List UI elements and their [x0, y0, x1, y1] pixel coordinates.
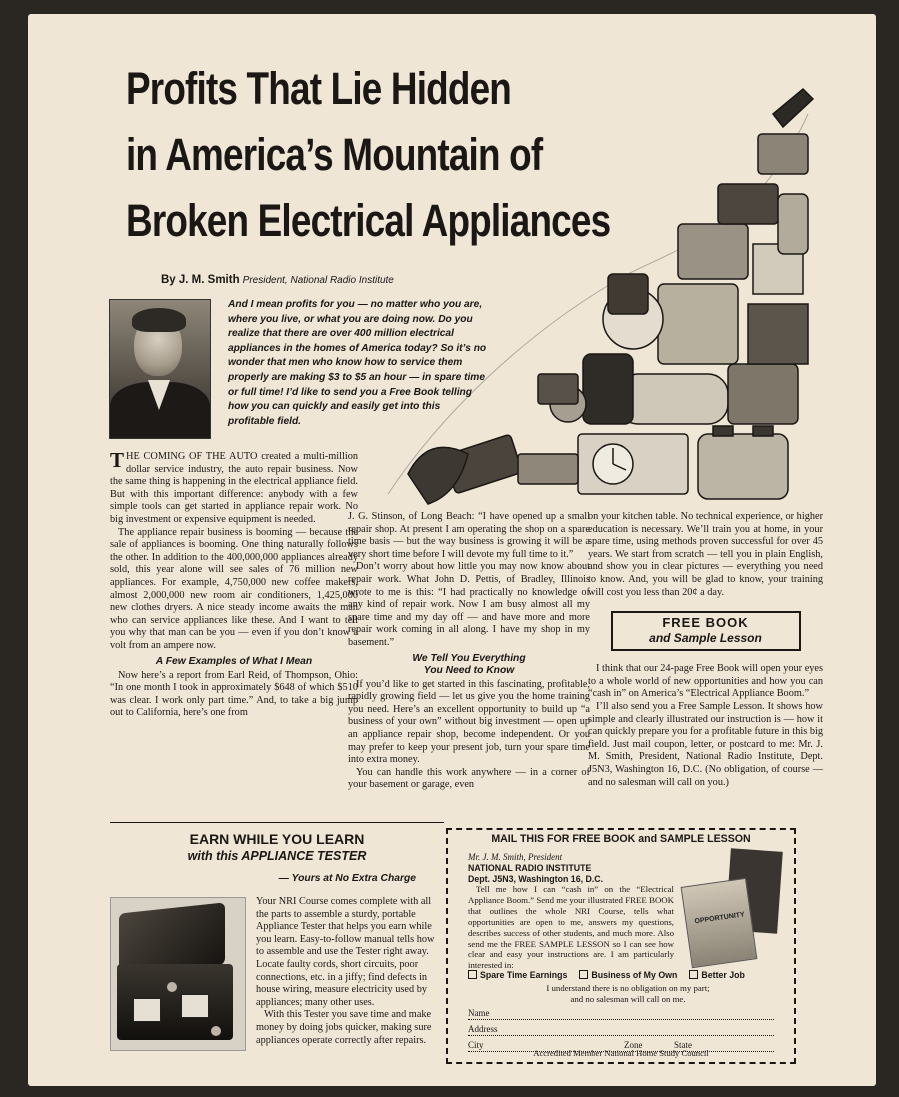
zone-label: Zone — [624, 1040, 643, 1050]
paragraph-10: I’ll also send you a Free Sample Lesson. It shows how simple and clearly illustrated our instruction is — how it can quickly prepare you for a profitable future in this big field. Just mail coupon, letter, or postcard to me: Mr. J. M. Smith, President, National Radio Institute, Dept. J5N3, Washington 16, D.C. (No obligation, of course — and no salesman will call on you.) — [588, 700, 823, 788]
checkbox-spare-time[interactable] — [468, 970, 477, 979]
name-label: Name — [468, 1008, 490, 1018]
coupon-note-line-1: I understand there is no obligation on my part; — [546, 983, 710, 993]
headline-line-1: Profits That Lie Hidden — [126, 63, 512, 114]
earn-while-you-learn-section — [110, 824, 444, 884]
option-spare-time[interactable] — [468, 970, 567, 980]
paragraph-6: If you’d like to get started in this fascinating, profitable, rapidly growing field — let us give you the home training you need. Here’s an excellent opportunity to build up “a business of your own” without big investment — open up an appliance repair shop, become independent. Or you may prefer to keep your present job, turn your spare time into extra money. — [348, 678, 590, 766]
earn-title: EARN WHILE YOU LEARN — [189, 831, 365, 847]
earn-tagline: — Yours at No Extra Charge — [278, 873, 416, 884]
free-book-subtitle: and Sample Lesson — [649, 631, 762, 646]
earn-body — [256, 896, 440, 1047]
magazine-page — [28, 14, 876, 1086]
paragraph-8: on your kitchen table. No technical experience, or higher education is necessary. We’ll train you at home, in your spare time, using methods proven successful for over 45 years. We start from scratch — tell you in plain English, and show you in clear pictures — everything you need to know. And, you will be glad to know, your training will cost you less than 20¢ a day. — [588, 511, 823, 598]
free-book-image — [678, 846, 788, 964]
state-label: State — [674, 1040, 692, 1050]
subhead-training — [348, 653, 590, 677]
checkbox-better-job[interactable] — [689, 970, 698, 979]
author-portrait — [109, 299, 211, 439]
paragraph-5: Don’t worry about how little you may now know about repair work. What John D. Pettis, of Bradley, Illinois wrote to me is this: “I had practically no knowledge of any kind of repair work. Now I am busy almost all my spare time and my day off — and have more and more repair work coming in all along. I have my shop in my basement.” — [348, 561, 590, 648]
article-column-2 — [348, 511, 590, 792]
option-spare-time-label: Spare Time Earnings — [480, 970, 568, 980]
book-cover-label: OPPORTUNITY — [694, 911, 746, 926]
option-better-job-label: Better Job — [701, 970, 745, 980]
drop-cap: T — [110, 448, 125, 472]
article-column-3 — [588, 511, 823, 789]
address-label: Address — [468, 1024, 498, 1034]
subhead-examples: A Few Examples of What I Mean — [155, 655, 313, 667]
article-column-1 — [110, 448, 358, 720]
name-field[interactable] — [468, 1008, 774, 1020]
coupon-title: MAIL THIS FOR FREE BOOK and SAMPLE LESSON — [491, 833, 751, 845]
accreditation: Accredited Member National Home Study Council — [533, 1048, 709, 1058]
option-better-job[interactable] — [689, 970, 745, 980]
interest-options — [468, 970, 788, 980]
free-book-box — [611, 611, 801, 651]
paragraph-2: The appliance repair business is booming — because the sale of appliances is booming. One thing naturally follows the other. In addition to the 400,000,000 appliances already sold, this year alone will see sales of 76 million new appliances. For example, 4,750,000 new coffee makers, almost 2,000,000 new room air conditioners, 1,425,000 new clothes dryers. A nice steady income awaits the man who can service appliances like these. And I want to tell you why that man can be you — even if you don’t know a volt from an ampere now. — [110, 526, 358, 651]
headline-line-2: in America’s Mountain of — [126, 129, 543, 180]
byline — [161, 274, 394, 286]
appliance-pile-illustration — [368, 74, 828, 514]
coupon-dept: Dept. J5N3, Washington 16, D.C. — [468, 874, 604, 884]
address-field[interactable] — [468, 1024, 774, 1036]
subhead-training-line-1: We Tell You Everything — [412, 652, 526, 664]
earn-subtitle: with this APPLIANCE TESTER — [187, 849, 367, 863]
headline-line-3: Broken Electrical Appliances — [126, 195, 611, 246]
appliance-tester-photo — [110, 897, 246, 1051]
earn-paragraph-2: With this Tester you save time and make money by doing jobs quicker, making sure appliances operate correctly after repairs. — [256, 1009, 432, 1046]
paragraph-4: J. G. Stinson, of Long Beach: “I have opened up a small repair shop. At present I am operating the shop on a spare time basis — but the way business is growing it will be a very short time before I will devote my full time to it.” — [348, 511, 590, 560]
paragraph-1: HE COMING OF THE AUTO created a multi-million dollar service industry, the auto repair business. Now the same thing is happening in the electrical appliance field. But with this important difference: anybody with a few simple tools can get started in appliance repair work. No big investment or expensive equipment is needed. — [110, 451, 358, 525]
coupon-note — [488, 983, 768, 1004]
option-business[interactable] — [579, 970, 677, 980]
byline-title: President, National Radio Institute — [242, 275, 394, 286]
earn-paragraph-1: Your NRI Course comes complete with all the parts to assemble a sturdy, portable Appliance Tester that helps you earn while you learn. Easy-to-follow manual tells how to assemble and use the Tester right away. Locate faulty cords, short circuits, poor connections, etc. in a jiffy; find defects in house wiring, measure electricity used by appliances; many other uses. — [256, 896, 435, 1008]
paragraph-7: You can handle this work anywhere — in a corner of your basement or garage, even — [348, 766, 590, 791]
paragraph-3: Now here’s a report from Earl Reid, of Thompson, Ohio: “In one month I took in approximately $648 of which $510 was clear. I work only part time.” And, to take a big jump out to California, here’s one from — [110, 669, 358, 719]
section-divider — [110, 822, 444, 823]
coupon-addressee: Mr. J. M. Smith, President — [468, 852, 563, 862]
free-book-title: FREE BOOK — [662, 615, 749, 631]
coupon-institute: NATIONAL RADIO INSTITUTE — [468, 863, 592, 873]
intro-paragraph: And I mean profits for you — no matter who you are, where you live, or what you are doing now. Do you realize that there are over 400 million electrical appliances in the homes of America today? So it’s no wonder that men who know how to service them properly are making $3 to $5 an hour — in spare time or full time! I’d like to send you a Free Book telling how you can quickly and easily get into this profitable field. — [228, 299, 487, 427]
coupon-address — [468, 852, 603, 885]
byline-author: By J. M. Smith — [161, 274, 240, 286]
option-business-label: Business of My Own — [591, 970, 678, 980]
checkbox-business[interactable] — [579, 970, 588, 979]
coupon-body: Tell me how I can “cash in” on the “Electrical Appliance Boom.” Send me your illustrated FREE BOOK that outlines the whole NRI Course, tells what opportunities are open to me, answers my questions, describes success of other students, and much more. Also send me the FREE SAMPLE LESSON so I can see how clear and easy your instructions are. I am particularly interested in: — [468, 884, 674, 971]
paragraph-9: I think that our 24-page Free Book will open your eyes to a whole world of new opportunities and how you can “cash in” on America’s “Electrical Appliance Boom.” — [588, 663, 823, 700]
mail-coupon[interactable] — [446, 828, 796, 1064]
coupon-note-line-2: and no salesman will call on me. — [570, 993, 686, 1004]
city-label: City — [468, 1040, 484, 1050]
subhead-training-line-2: You Need to Know — [423, 664, 515, 676]
